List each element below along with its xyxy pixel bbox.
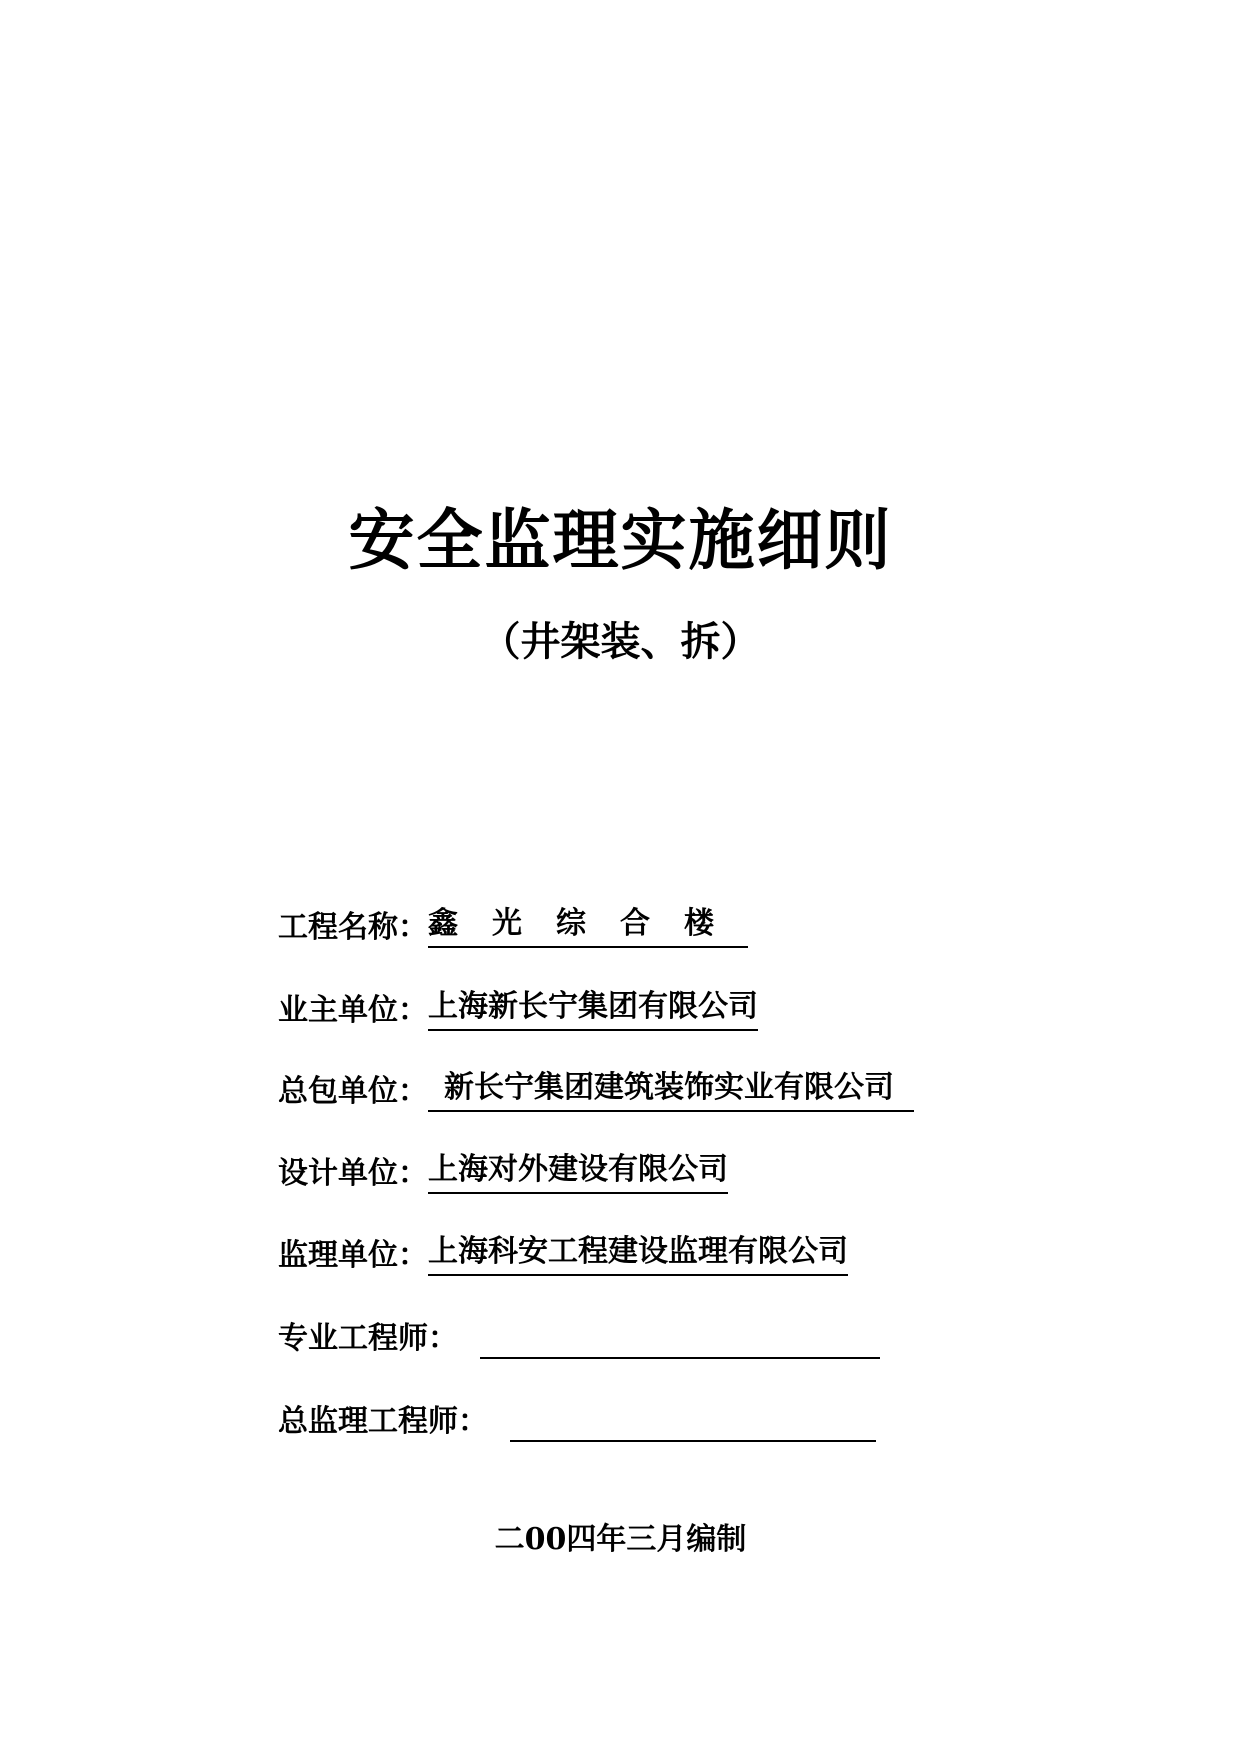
compilation-date: 二00四年三月编制 bbox=[494, 1522, 747, 1557]
specialist-engineer-label: 专业工程师： bbox=[278, 1321, 458, 1356]
design-unit-row bbox=[278, 1150, 728, 1194]
design-unit-value: 上海对外建设有限公司 bbox=[428, 1150, 728, 1194]
document-title: 安全监理实施细则 bbox=[348, 501, 893, 579]
supervision-unit-row bbox=[278, 1232, 848, 1276]
owner-unit-label: 业主单位： bbox=[278, 993, 428, 1028]
document-subtitle: （井架装、拆） bbox=[480, 618, 761, 665]
design-unit-label: 设计单位： bbox=[278, 1156, 428, 1191]
chief-engineer-row bbox=[278, 1398, 876, 1442]
specialist-engineer-blank bbox=[480, 1325, 880, 1359]
chief-engineer-label: 总监理工程师： bbox=[278, 1404, 488, 1439]
supervision-unit-label: 监理单位： bbox=[278, 1238, 428, 1273]
project-name-row bbox=[278, 904, 748, 948]
specialist-engineer-row bbox=[278, 1315, 880, 1359]
project-name-label: 工程名称： bbox=[278, 910, 428, 945]
project-name-value: 鑫光综合楼 bbox=[428, 904, 748, 948]
general-contractor-value: 新长宁集团建筑装饰实业有限公司 bbox=[428, 1068, 914, 1112]
general-contractor-row bbox=[278, 1068, 914, 1112]
supervision-unit-value: 上海科安工程建设监理有限公司 bbox=[428, 1232, 848, 1276]
chief-engineer-blank bbox=[510, 1408, 876, 1442]
general-contractor-label: 总包单位： bbox=[278, 1074, 428, 1109]
owner-unit-value: 上海新长宁集团有限公司 bbox=[428, 987, 758, 1031]
owner-unit-row bbox=[278, 987, 758, 1031]
